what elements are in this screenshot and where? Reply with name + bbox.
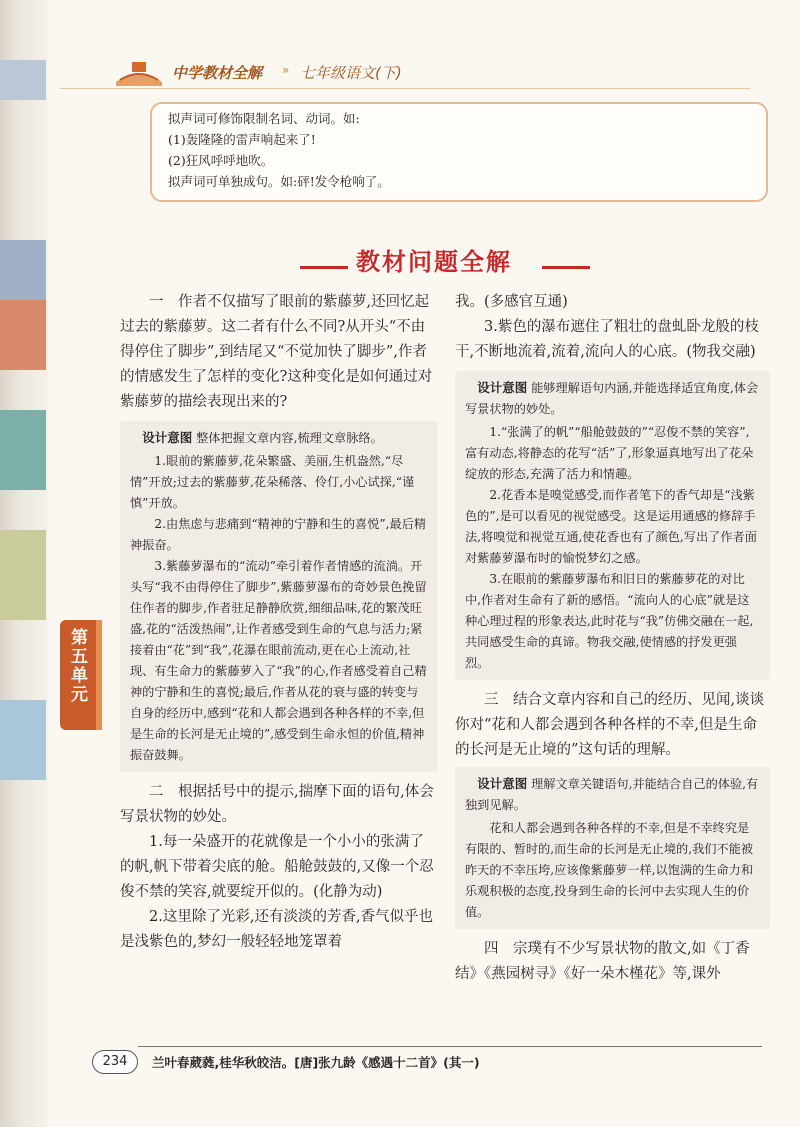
question-2-item-2-cont: 我。(多感官互通) xyxy=(455,294,568,310)
question-4: 四 宗璞有不少写景状物的散文,如《丁香结》《燕园树寻》《好一朵木槿花》等,课外 xyxy=(455,941,750,982)
page-footer xyxy=(92,1050,762,1074)
unit-tab-accent xyxy=(96,620,102,730)
book-logo-icon xyxy=(110,58,168,88)
edge-stripe xyxy=(0,530,46,620)
page-edge xyxy=(0,0,48,1127)
question-2-item-2: 2.这里除了光彩,还有淡淡的芳香,香气似乎也是浅紫色的,梦幻一般轻轻地笼罩着 xyxy=(120,909,434,950)
design-intent-box-3 xyxy=(455,767,770,929)
unit-side-tab xyxy=(60,620,98,730)
note-line: (1)轰隆隆的雷声响起来了! xyxy=(168,132,316,147)
edge-stripe xyxy=(0,240,46,300)
brand-title: 中学教材全解 xyxy=(172,64,263,82)
design-intent-text: 理解文章关键语句,并能结合自己的体验,有独到见解。 xyxy=(465,777,759,812)
answer-1-1: 1.眼前的紫藤萝,花朵繁盛、美丽,生机盎然,“尽情”开放;过去的紫藤萝,花朵稀落、伶仃,小心试探,“谨慎”开放。 xyxy=(130,454,415,510)
note-line: 拟声词可修饰限制名词、动词。如: xyxy=(168,111,360,126)
design-intent-label: 设计意图 xyxy=(142,430,193,445)
header-divider xyxy=(60,88,750,89)
running-header xyxy=(110,58,430,88)
footer-quote: 兰叶春葳蕤,桂华秋皎洁。[唐]张九龄《感遇十二首》(其一) xyxy=(152,1055,480,1070)
design-intent-text: 整体把握文章内容,梳理文章脉络。 xyxy=(192,431,383,445)
question-2-item-3: 3.紫色的瀑布遮住了粗壮的盘虬卧龙般的枝干,不断地流着,流着,流向人的心底。(物我交融) xyxy=(455,319,759,360)
answer-1-2: 2.由焦虑与悲痛到“精神的宁静和生的喜悦”,最后精神振奋。 xyxy=(130,517,427,552)
answer-2-2: 2.花香本是嗅觉感受,而作者笔下的香气却是“浅紫色的”,是可以看见的视觉感受。这是运用通感的修辞手法,将嗅觉和视觉互通,使花香也有了颜色,写出了作者面对紫藤萝瀑布时的愉悦梦幻之感。 xyxy=(465,488,757,565)
question-2: 二 根据括号中的提示,揣摩下面的语句,体会写景状物的妙处。 xyxy=(120,784,434,825)
page-number: 234 xyxy=(92,1050,138,1074)
answer-2-1: 1.“张满了的帆”“船舱鼓鼓的”“忍俊不禁的笑容”,富有动态,将静态的花写“活”了,形象逼真地写出了花朵绽放的形态,充满了活力和情趣。 xyxy=(465,425,754,481)
title-rule-right xyxy=(542,266,590,269)
grade-title: 七年级语文(下) xyxy=(300,64,402,82)
right-column xyxy=(455,290,770,987)
design-intent-label: 设计意图 xyxy=(477,776,528,791)
section-heading xyxy=(300,240,560,280)
design-intent-box-2 xyxy=(455,371,770,680)
question-2-item-1: 1.每一朵盛开的花就像是一个小小的张满了的帆,帆下带着尖底的舱。船舱鼓鼓的,又像一个忍俊不禁的笑容,就要绽开似的。(化静为动) xyxy=(120,834,434,900)
edge-stripe xyxy=(0,410,46,490)
footer-divider xyxy=(138,1046,762,1047)
edge-stripe xyxy=(0,700,46,780)
edge-stripe xyxy=(0,300,46,370)
design-intent-label: 设计意图 xyxy=(477,380,528,395)
answer-2-3: 3.在眼前的紫藤萝瀑布和旧日的紫藤萝花的对比中,作者对生命有了新的感悟。“流向人的心底”就是这种心理过程的形象表达,此时花与“我”仿佛交融在一起,共同感受生命的真谛。物我交融,使情感的抒发更强烈。 xyxy=(465,572,754,670)
edge-stripe xyxy=(0,60,46,100)
left-column xyxy=(120,290,438,955)
note-line: 拟声词可单独成句。如:砰!发令枪响了。 xyxy=(168,174,390,189)
separator-icon: » xyxy=(282,63,290,77)
design-intent-text: 能够理解语句内涵,并能选择适宜角度,体会写景状物的妙处。 xyxy=(465,381,759,416)
note-line: (2)狂风呼呼地吹。 xyxy=(168,153,274,168)
unit-tab-label: 第五单元 xyxy=(67,628,87,704)
title-rule-left xyxy=(300,266,348,269)
design-intent-box-1 xyxy=(120,421,438,772)
section-title: 教材问题全解 xyxy=(356,248,512,276)
question-3: 三 结合文章内容和自己的经历、见闻,谈谈你对“花和人都会遇到各种各样的不幸,但是生命的长河是无止境的”这句话的理解。 xyxy=(455,692,765,758)
answer-1-3: 3.紫藤萝瀑布的“流动”牵引着作者情感的流淌。开头写“我不由得停住了脚步”,紫藤萝瀑布的奇妙景色挽留住作者的脚步,作者驻足静静欣赏,细细品味,花的繁茂旺盛,花的“活泼热闹”,让作者感受到生命的气息与活力;紧接着由“花”到“我”,花瀑在眼前流动,更在心上流动,社现、有生命力的紫藤萝入了“我”的心,作者感受着自己精神的宁静和生的喜悦;最后,作者从花的衰与盛的转变与自身的经历中,感到“花和人都会遇到各种各样的不幸,但是生命的长河是无止境的”,感受到生命永恒的价值,精神振奋鼓舞。 xyxy=(130,559,427,762)
note-box xyxy=(150,102,768,202)
answer-3: 花和人都会遇到各种各样的不幸,但是不幸终究是有限的、暂时的,而生命的长河是无止境的,我们不能被昨天的不幸压垮,应该像紫藤萝一样,以饱满的生命力和乐观积极的态度,投身到生命的长河中去实现人生的价值。 xyxy=(465,821,754,919)
question-1: 一 作者不仅描写了眼前的紫藤萝,还回忆起过去的紫藤萝。这二者有什么不同?从开头“不由得停住了脚步”,到结尾又“不觉加快了脚步”,作者的情感发生了怎样的变化?这种变化是如何通过对紫藤萝的描绘表现出来的? xyxy=(120,294,433,410)
